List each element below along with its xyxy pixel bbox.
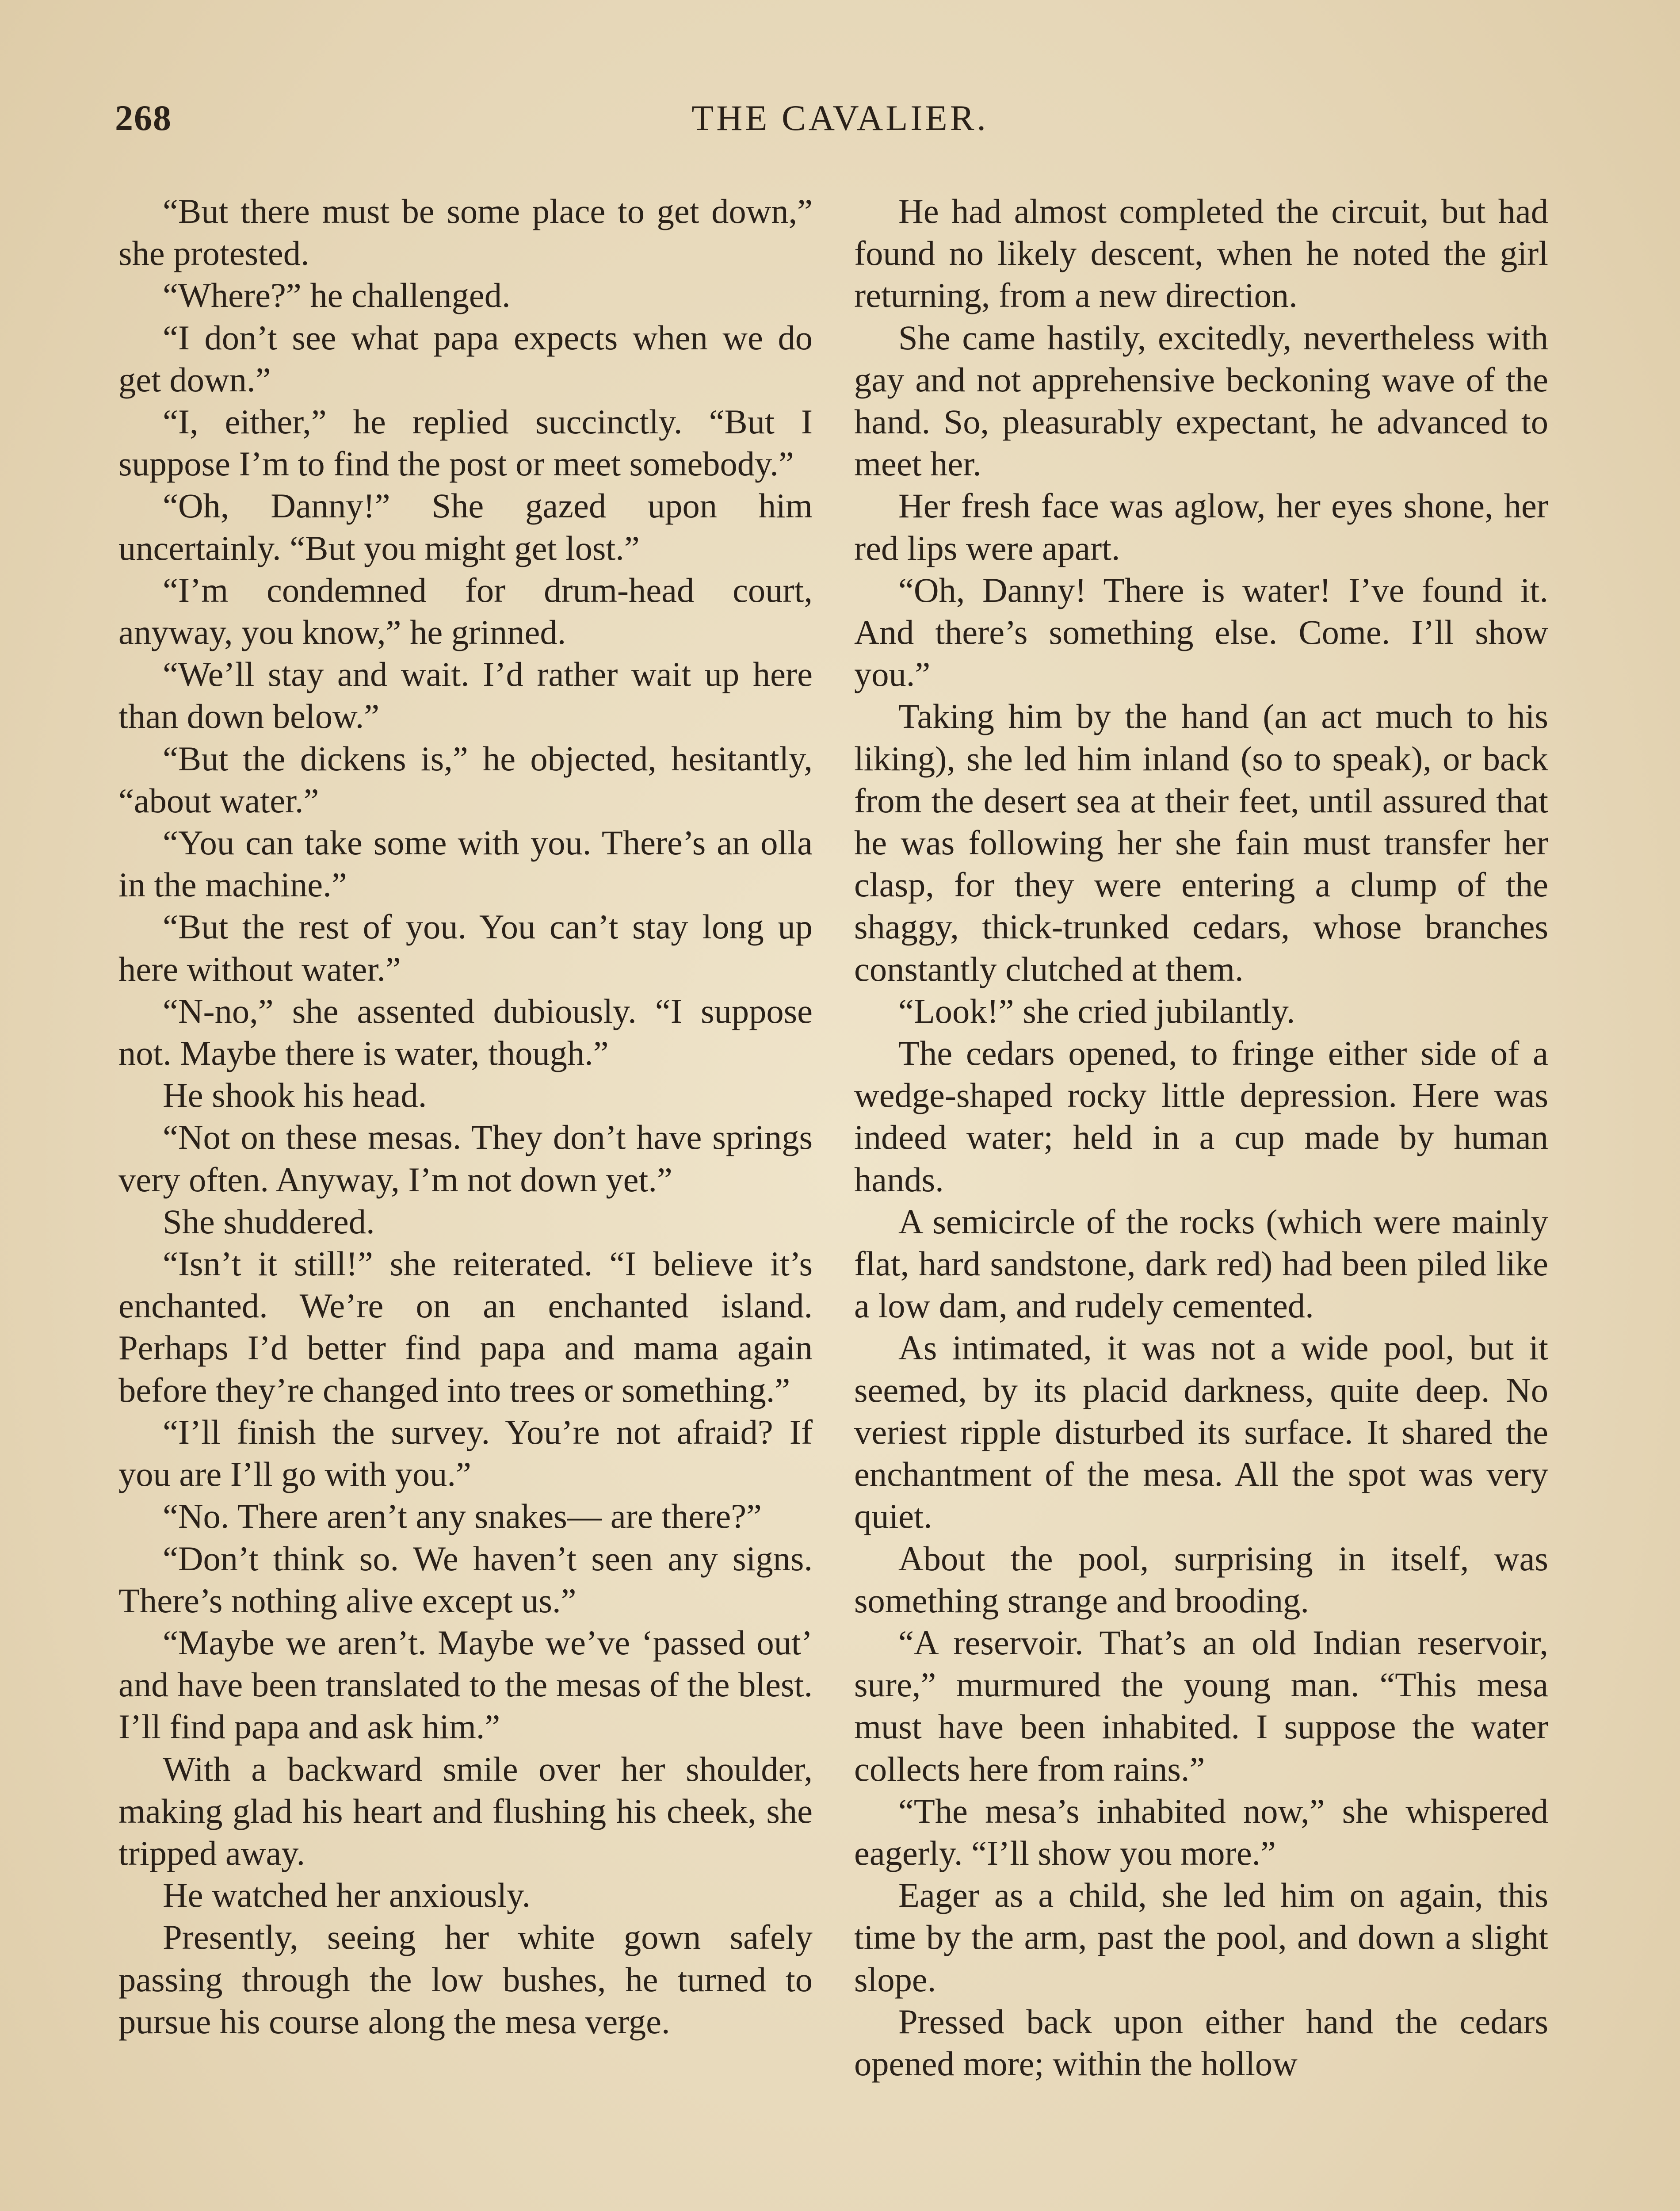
paragraph: “But there must be some place to get down,” she protested.: [118, 192, 813, 273]
page-header: [115, 97, 1565, 146]
paragraph: He shook his head.: [163, 1076, 427, 1115]
page-number: 268: [115, 98, 172, 138]
paragraph: “A reservoir. That’s an old Indian reservoir, sure,” murmured the young man. “This mesa must have been inhabited. I suppose the water collects here from rains.”: [854, 1623, 1548, 1788]
paragraph: “N-no,” she assented dubiously. “I suppose not. Maybe there is water, though.”: [118, 991, 813, 1073]
paragraph: “Don’t think so. We haven’t seen any signs. There’s nothing alive except us.”: [118, 1539, 813, 1620]
paragraph: “Maybe we aren’t. Maybe we’ve ‘passed out’ and have been translated to the mesas of the blest. I’ll find papa and ask him.”: [118, 1623, 813, 1746]
paragraph: Presently, seeing her white gown safely passing through the low bushes, he turned to pursue his course along the mesa verge.: [118, 1918, 813, 2041]
paragraph: Taking him by the hand (an act much to his liking), she led him inland (so to speak), or back from the desert sea at their feet, until assured that he was following her she fain must transfer her clasp, for they were entering a clump of the shaggy, thick-trunked cedars, whose branches constantly clutched at them.: [854, 697, 1548, 988]
paragraph: “Oh, Danny!” She gazed upon him uncertainly. “But you might get lost.”: [118, 486, 813, 567]
paragraph: “I don’t see what papa expects when we do get down.”: [118, 318, 813, 399]
paragraph: “But the rest of you. You can’t stay long up here without water.”: [118, 907, 813, 988]
paragraph: “No. There aren’t any snakes— are there?”: [163, 1497, 762, 1536]
left-column: [118, 190, 813, 2043]
paragraph: A semicircle of the rocks (which were mainly flat, hard sandstone, dark red) had been piled like a low dam, and rudely cemented.: [854, 1202, 1548, 1325]
paragraph: With a backward smile over her shoulder, making glad his heart and flushing his cheek, she tripped away.: [118, 1749, 813, 1872]
paragraph: Eager as a child, she led him on again, this time by the arm, past the pool, and down a slight slope.: [854, 1876, 1548, 1999]
paragraph: About the pool, surprising in itself, was something strange and brooding.: [854, 1539, 1548, 1620]
paragraph: “We’ll stay and wait. I’d rather wait up here than down below.”: [118, 655, 813, 736]
paragraph: Pressed back upon either hand the cedars opened more; within the hollow: [854, 2002, 1548, 2083]
paragraph: “I’ll finish the survey. You’re not afraid? If you are I’ll go with you.”: [118, 1412, 813, 1494]
paragraph: As intimated, it was not a wide pool, but it seemed, by its placid darkness, quite deep. No veriest ripple disturbed its surface. It shared the enchantment of the mesa. All the spot was very quiet.: [854, 1328, 1548, 1536]
paragraph: Her fresh face was aglow, her eyes shone, her red lips were apart.: [854, 486, 1548, 567]
paragraph: “Where?” he challenged.: [163, 276, 511, 315]
paragraph: “You can take some with you. There’s an olla in the machine.”: [118, 823, 813, 904]
paragraph: “But the dickens is,” he objected, hesitantly, “about water.”: [118, 739, 813, 820]
right-column: [854, 190, 1548, 2085]
paragraph: He watched her anxiously.: [163, 1876, 531, 1915]
paragraph: “The mesa’s inhabited now,” she whispered eagerly. “I’ll show you more.”: [854, 1791, 1548, 1872]
paragraph: “Oh, Danny! There is water! I’ve found it. And there’s something else. Come. I’ll show you.”: [854, 570, 1548, 694]
paragraph: He had almost completed the circuit, but had found no likely descent, when he noted the girl returning, from a new direction.: [854, 192, 1548, 315]
paragraph: The cedars opened, to fringe either side of a wedge-shaped rocky little depression. Here was indeed water; held in a cup made by human hands.: [854, 1034, 1548, 1199]
paragraph: “Not on these mesas. They don’t have springs very often. Anyway, I’m not down yet.”: [118, 1118, 813, 1199]
paragraph: “I, either,” he replied succinctly. “But I suppose I’m to find the post or meet somebody.”: [118, 402, 813, 483]
paragraph: “Isn’t it still!” she reiterated. “I believe it’s enchanted. We’re on an enchanted island. Perhaps I’d better find papa and mama again before they’re changed into trees or something.”: [118, 1244, 813, 1409]
paragraph: “I’m condemned for drum-head court, anyway, you know,” he grinned.: [118, 570, 813, 652]
paragraph: She came hastily, excitedly, nevertheless with gay and not apprehensive beckoning wave of the hand. So, pleasurably expectant, he advanced to meet her.: [854, 318, 1548, 483]
running-head: THE CAVALIER.: [691, 98, 989, 138]
paragraph: She shuddered.: [163, 1202, 375, 1241]
paragraph: “Look!” she cried jubilantly.: [898, 991, 1295, 1030]
